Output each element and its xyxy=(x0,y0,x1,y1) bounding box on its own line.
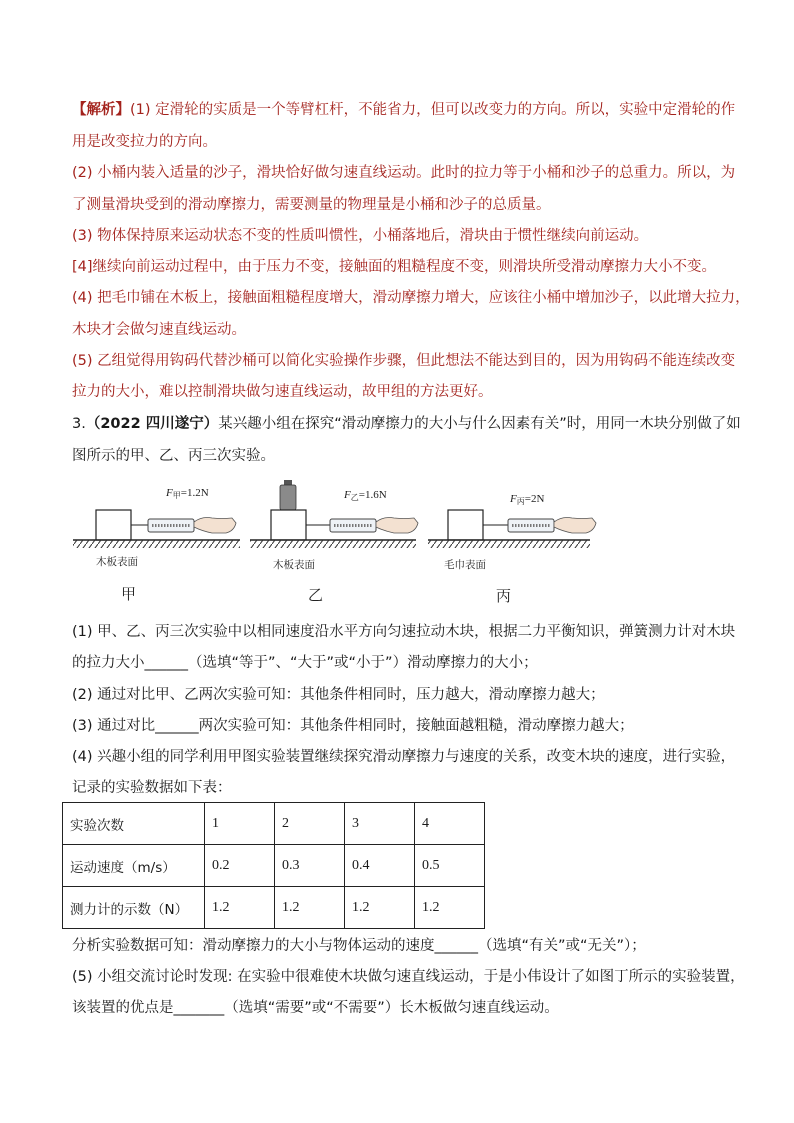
experiment-data-table xyxy=(62,802,485,929)
analysis-line-10: 拉力的大小，难以控制滑块做匀速直线运动，故甲组的方法更好。 xyxy=(72,384,493,400)
analysis-line-9: (5) 乙组觉得用钩码代替沙桶可以简化实验操作步骤，但此想法不能达到目的，因为用钩码不能连续改变 xyxy=(72,353,736,369)
q3-line: (3) 通过对比______两次实验可知：其他条件相同时，接触面越粗糙，滑动摩擦力越大； xyxy=(72,718,634,734)
force-label-yi: F乙=1.6N xyxy=(344,489,387,502)
force-label-jia: F甲=1.2N xyxy=(166,487,209,500)
hand-icon xyxy=(194,518,236,534)
wood-block xyxy=(96,510,131,540)
question-stem-line-1: 3.（2022 四川遂宁）某兴趣小组在探究“滑动摩擦力的大小与什么因素有关”时，用同一木块分别做了如 xyxy=(72,416,741,432)
force-label-bing: F丙=2N xyxy=(510,493,545,506)
surface-label-jia: 木板表面 xyxy=(96,556,138,568)
analysis-line-8: 木块才会做匀速直线运动。 xyxy=(72,322,246,338)
spring-scale xyxy=(508,519,554,532)
caption-bing: 丙 xyxy=(496,587,512,605)
spring-scale xyxy=(148,519,194,532)
analysis-line-7: (4) 把毛巾铺在木板上，接触面粗糙程度增大，滑动摩擦力增大，应该往小桶中增加沙子，以此增大拉力， xyxy=(72,290,750,306)
analysis-line-5: (3) 物体保持原来运动状态不变的性质叫惯性，小桶落地后，滑块由于惯性继续向前运动。 xyxy=(72,228,649,244)
surface-label-yi: 木板表面 xyxy=(273,559,315,571)
analysis-line-3: (2) 小桶内装入适量的沙子，滑块恰好做匀速直线运动。此时的拉力等于小桶和沙子的总重力。所以，为 xyxy=(72,165,736,181)
panel-jia xyxy=(73,487,240,603)
table-row: 运动速度（m/s） 0.2 0.3 0.4 0.5 xyxy=(63,845,485,887)
caption-jia: 甲 xyxy=(121,585,137,603)
question-number: 3. xyxy=(72,416,86,432)
q4-line-2: 记录的实验数据如下表： xyxy=(72,780,232,796)
q2-line: (2) 通过对比甲、乙两次实验可知：其他条件相同时，压力越大，滑动摩擦力越大； xyxy=(72,687,605,703)
table-row: 实验次数 1 2 3 4 xyxy=(63,803,485,845)
surface-hatch xyxy=(250,540,416,548)
surface-hatch xyxy=(428,540,590,548)
hand-icon xyxy=(376,518,418,534)
analysis-line-2: 用是改变拉力的方向。 xyxy=(72,134,217,150)
wood-block xyxy=(448,510,483,540)
q5-line-1: (5) 小组交流讨论时发现: 在实验中很难使木块做匀速直线运动，于是小伟设计了如图丁所示的实验装置， xyxy=(72,969,745,985)
analysis-line-4: 了测量滑块受到的滑动摩擦力，需要测量的物理量是小桶和沙子的总质量。 xyxy=(72,197,551,213)
surface-label-bing: 毛巾表面 xyxy=(444,559,486,571)
surface-hatch xyxy=(73,540,240,548)
question-source: （2022 四川遂宁） xyxy=(85,416,219,432)
hand-icon xyxy=(554,518,596,534)
spring-scale xyxy=(330,519,376,532)
panel-bing xyxy=(428,493,596,605)
table-row: 测力计的示数（N） 1.2 1.2 1.2 1.2 xyxy=(63,887,485,929)
analysis-tag: 【解析】 xyxy=(72,102,130,118)
q1-line-2: 的拉力大小______（选填“等于”、“大于”或“小于”）滑动摩擦力的大小； xyxy=(72,655,538,671)
q4-line-1: (4) 兴趣小组的同学利用甲图实验装置继续探究滑动摩擦力与速度的关系，改变木块的速度，进行实验， xyxy=(72,749,736,765)
experiment-figure xyxy=(68,472,608,612)
analysis-line-1: 【解析】(1) 定滑轮的实质是一个等臂杠杆，不能省力，但可以改变力的方向。所以，实验中定滑轮的作 xyxy=(72,102,736,118)
q5-line-2: 该装置的优点是_______（选填“需要”或“不需要”）长木板做匀速直线运动。 xyxy=(72,1000,559,1016)
caption-yi: 乙 xyxy=(308,586,324,604)
q1-line-1: (1) 甲、乙、丙三次实验中以相同速度沿水平方向匀速拉动木块，根据二力平衡知识，弹簧测力计对木块 xyxy=(72,624,736,640)
analysis-conclusion-line: 分析实验数据可知：滑动摩擦力的大小与物体运动的速度______（选填“有关”或“无关”）； xyxy=(72,938,646,954)
panel-yi xyxy=(250,480,418,604)
wood-block xyxy=(271,510,306,540)
weight-icon xyxy=(280,480,296,510)
question-stem-line-2: 图所示的甲、乙、丙三次实验。 xyxy=(72,448,275,464)
analysis-line-6: [4]继续向前运动过程中，由于压力不变，接触面的粗糙程度不变，则滑块所受滑动摩擦力大小不变。 xyxy=(72,259,717,275)
